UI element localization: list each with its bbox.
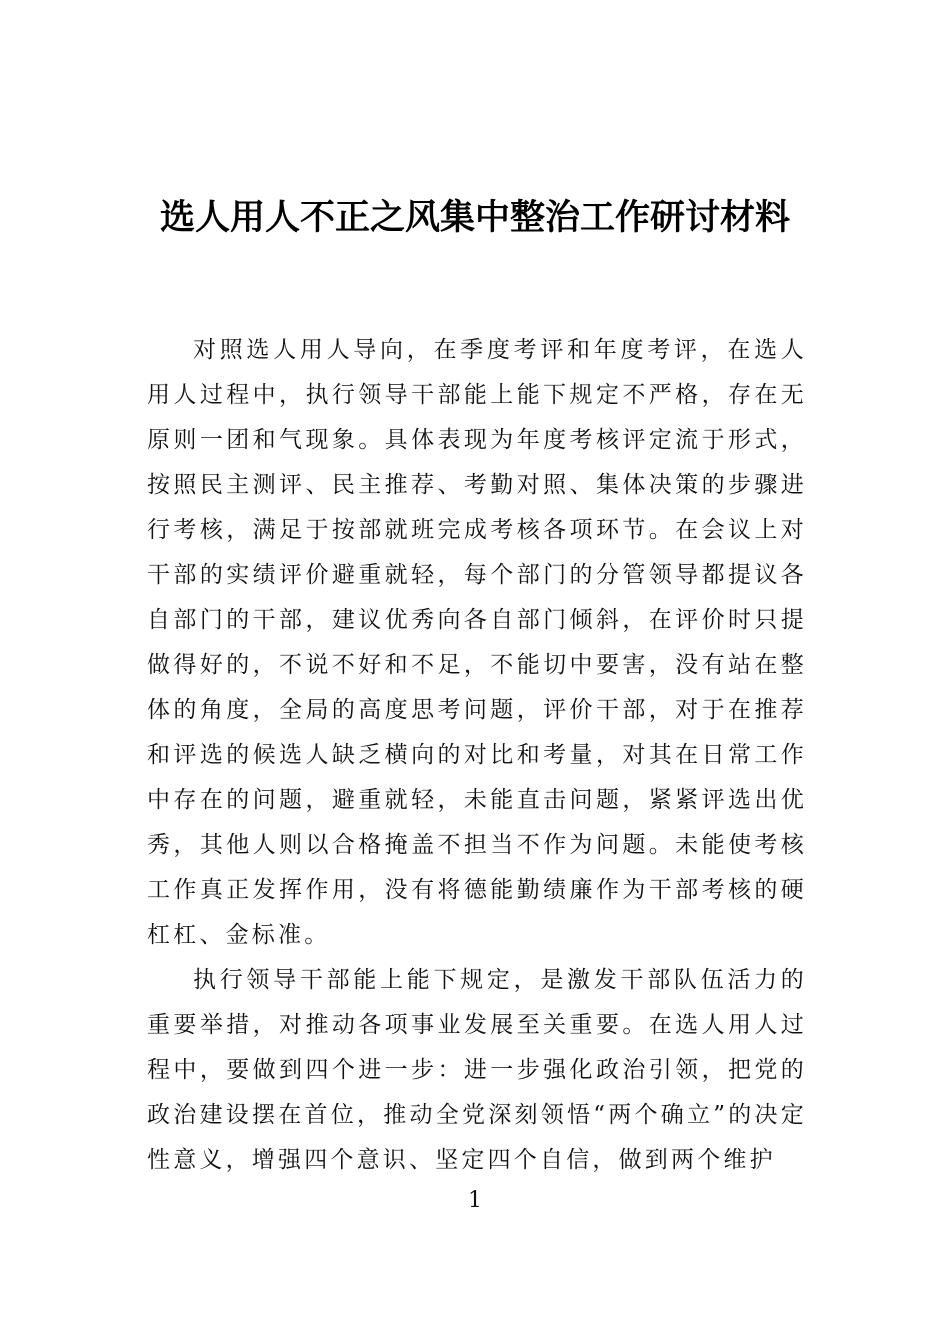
paragraph-2: 执行领导干部能上能下规定，是激发干部队伍活力的重要举措，对推动各项事业发展至关重要。在选人用人过程中，要做到四个进一步：进一步强化政治引领，把党的政治建设摆在首位，推动全党深刻领悟“两个确立”的决定性意义，增强四个意识、坚定四个自信，做到两个维护 — [147, 967, 807, 1173]
document-title: 选人用人不正之风集中整治工作研讨材料 — [159, 197, 790, 238]
paragraph-1: 对照选人用人导向，在季度考评和年度考评，在选人用人过程中，执行领导干部能上能下规定不严格，存在无原则一团和气现象。具体表现为年度考核评定流于形式，按照民主测评、民主推荐、考勤对照、集体决策的步骤进行考核，满足于按部就班完成考核各项环节。在会议上对干部的实绩评价避重就轻，每个部门的分管领导都提议各自部门的干部，建议优秀向各自部门倾斜，在评价时只提做得好的，不说不好和不足，不能切中要害，没有站在整体的角度，全局的高度思考问题，评价干部，对于在推荐和评选的候选人缺乏横向的对比和考量，对其在日常工作中存在的问题，避重就轻，未能直击问题，紧紧评选出优秀，其他人则以合格掩盖不担当不作为问题。未能使考核工作真正发挥作用，没有将德能勤绩廉作为干部考核的硬杠杠、金标准。 — [147, 337, 807, 948]
document-body — [147, 328, 807, 1183]
page-number: 1 — [468, 1188, 482, 1213]
